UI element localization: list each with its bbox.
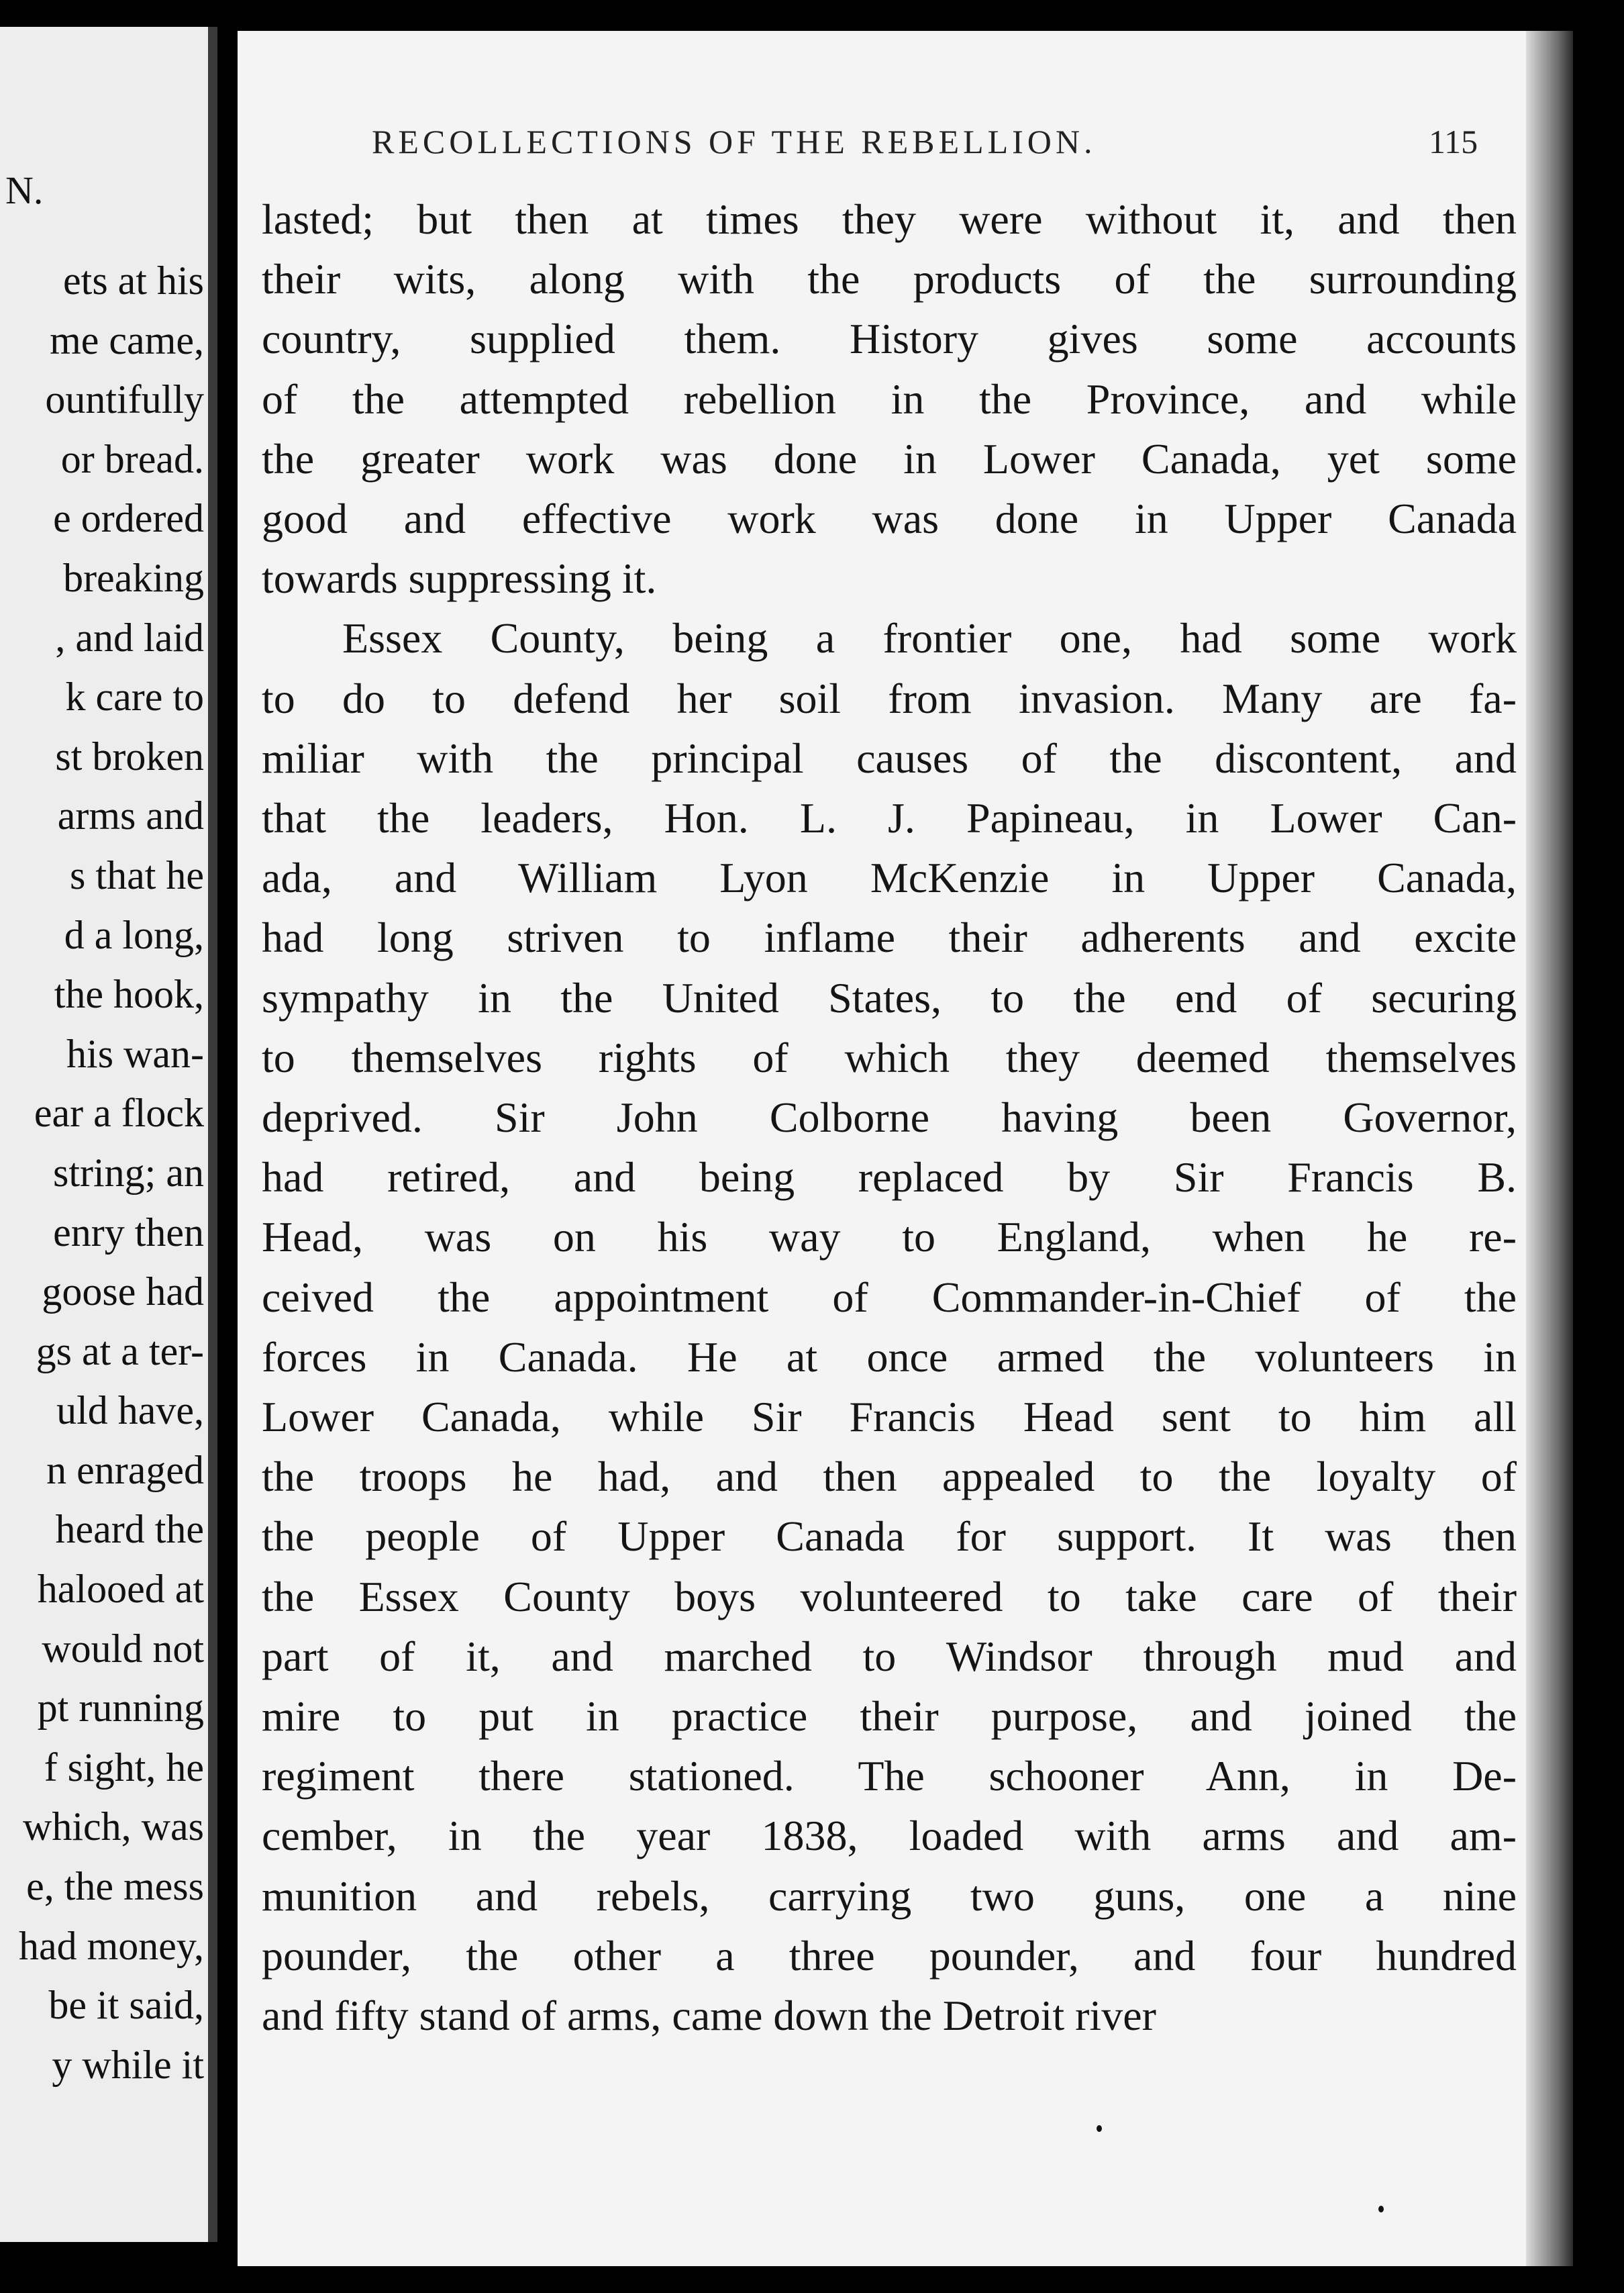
- text-line: towards suppressing it.: [262, 554, 657, 603]
- text-line: munition and rebels, carrying two guns, one a nine: [262, 1871, 1517, 1920]
- text-line: the troops he had, and then appealed to the loyalty of: [262, 1453, 1517, 1501]
- left-page: [0, 27, 217, 2242]
- text-line: regiment there stationed. The schooner Ann, in De-: [262, 1752, 1517, 1800]
- left-page-line: ets at his: [63, 258, 204, 303]
- text-line: pounder, the other a three pounder, and four hundred: [262, 1931, 1517, 1980]
- left-page-line: goose had: [42, 1269, 204, 1314]
- left-page-line: heard the: [55, 1507, 204, 1552]
- stray-ink-dot: [1378, 2206, 1384, 2212]
- left-page-line: me came,: [50, 318, 204, 362]
- left-page-header-fragment: N.: [5, 168, 44, 212]
- body-text: [262, 189, 1517, 2045]
- text-line: mire to put in practice their purpose, and joined the: [262, 1692, 1517, 1741]
- left-page-line: the hook,: [54, 972, 204, 1017]
- text-line: had retired, and being replaced by Sir Francis B.: [262, 1153, 1517, 1202]
- left-page-line: breaking: [63, 555, 204, 600]
- text-line: had long striven to inflame their adherents and excite: [262, 914, 1517, 962]
- left-page-line: enry then: [53, 1210, 204, 1255]
- text-line: Essex County, being a frontier one, had some work: [342, 614, 1517, 663]
- left-page-line: or bread.: [60, 436, 204, 481]
- left-page-line: had money,: [18, 1923, 204, 1968]
- page-edge-shadow: [1526, 31, 1573, 2266]
- text-line: deprived. Sir John Colborne having been Governor,: [262, 1093, 1517, 1142]
- left-page-line: e ordered: [53, 496, 204, 541]
- text-line: to do to defend her soil from invasion. Many are fa-: [262, 674, 1517, 722]
- left-page-line: , and laid: [55, 615, 204, 660]
- left-page-line: be it said,: [48, 1983, 204, 2028]
- left-page-line: arms and: [57, 793, 204, 838]
- text-line: lasted; but then at times they were without it, and then: [262, 195, 1517, 243]
- text-line: the greater work was done in Lower Canada, yet some: [262, 434, 1517, 483]
- left-page-line: his wan-: [66, 1031, 204, 1076]
- text-line: ada, and William Lyon McKenzie in Upper Canada,: [262, 854, 1517, 902]
- stray-ink-dot: [1097, 2125, 1102, 2132]
- left-page-line: pt running: [37, 1686, 204, 1730]
- left-page-line: uld have,: [56, 1388, 204, 1433]
- left-page-line: ountifully: [45, 377, 204, 422]
- right-page: [238, 31, 1573, 2266]
- running-head: RECOLLECTIONS OF THE REBELLION.: [372, 123, 1097, 160]
- text-line: forces in Canada. He at once armed the volunteers in: [262, 1332, 1517, 1381]
- text-line: sympathy in the United States, to the end of securing: [262, 973, 1517, 1022]
- text-line: to themselves rights of which they deemed themselves: [262, 1033, 1517, 1081]
- text-line: Head, was on his way to England, when he re-: [262, 1213, 1517, 1261]
- text-line: miliar with the principal causes of the discontent, and: [262, 734, 1517, 782]
- text-line: the people of Upper Canada for support. It was then: [262, 1512, 1517, 1561]
- text-line: the Essex County boys volunteered to take care of their: [262, 1572, 1517, 1620]
- text-line: ceived the appointment of Commander-in-Chief of the: [262, 1273, 1517, 1321]
- text-line: country, supplied them. History gives some accounts: [262, 315, 1517, 363]
- text-line: good and effective work was done in Upper Canada: [262, 495, 1517, 543]
- left-page-line: k care to: [65, 675, 204, 720]
- left-page-line: d a long,: [64, 912, 204, 957]
- text-line: Lower Canada, while Sir Francis Head sent to him all: [262, 1393, 1517, 1441]
- left-page-line: gs at a ter-: [36, 1328, 204, 1373]
- left-page-line: halooed at: [37, 1567, 204, 1612]
- left-page-line: y while it: [52, 2042, 204, 2087]
- left-page-line: n enraged: [46, 1447, 204, 1492]
- page-number: 115: [1429, 123, 1478, 160]
- left-page-text: [19, 251, 204, 2094]
- text-line: and fifty stand of arms, came down the Detroit river: [262, 1992, 1156, 2040]
- text-line: of the attempted rebellion in the Province, and while: [262, 375, 1517, 423]
- text-line: their wits, along with the products of the surrounding: [262, 255, 1517, 303]
- left-page-line: would not: [42, 1626, 204, 1671]
- text-line: cember, in the year 1838, loaded with arms and am-: [262, 1812, 1517, 1860]
- left-page-line: which, was: [23, 1804, 204, 1849]
- text-line: part of it, and marched to Windsor through mud and: [262, 1632, 1517, 1680]
- text-line: that the leaders, Hon. L. J. Papineau, in Lower Can-: [262, 794, 1517, 842]
- left-page-line: s that he: [70, 852, 204, 897]
- left-page-line: ear a flock: [34, 1091, 204, 1136]
- left-page-line: st broken: [55, 734, 204, 779]
- left-page-line: string; an: [53, 1150, 204, 1195]
- left-page-line: e, the mess: [26, 1864, 204, 1909]
- left-page-line: f sight, he: [44, 1745, 204, 1790]
